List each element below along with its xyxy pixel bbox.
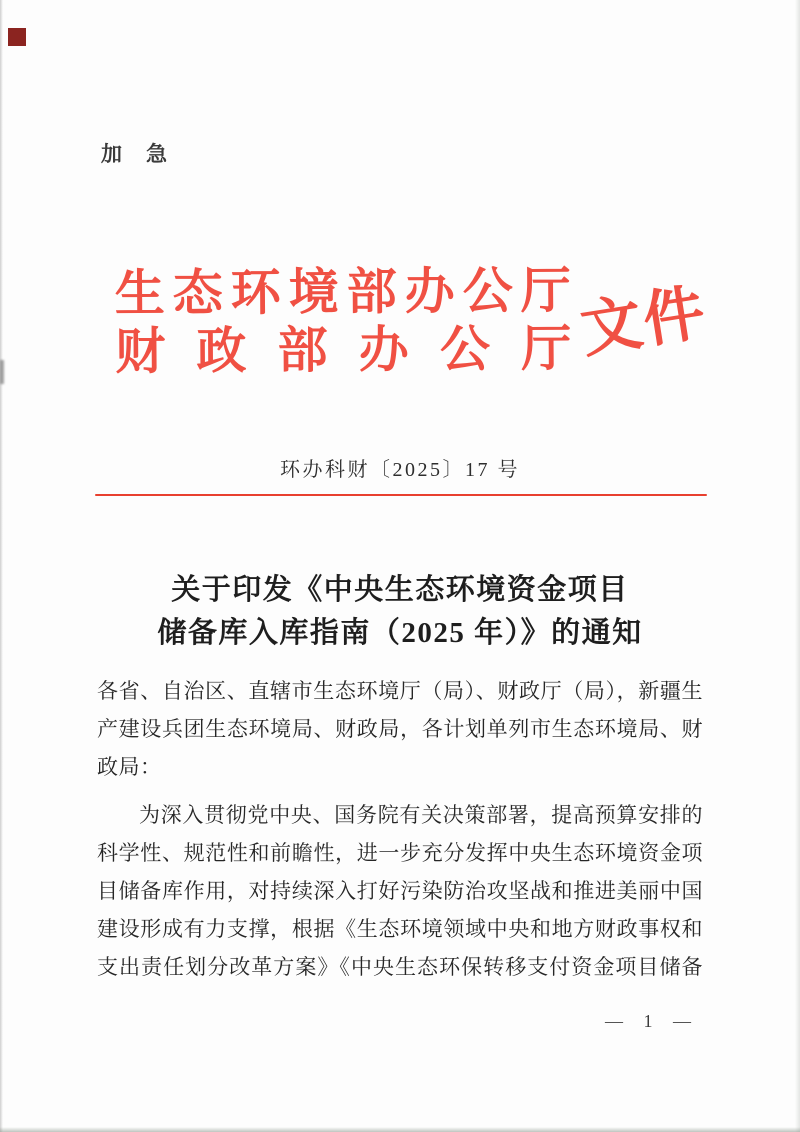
page-right-edge: [795, 0, 800, 1132]
recipients-line: 各省、自治区、直辖市生态环境厅（局）、财政厅（局），新疆生: [97, 679, 703, 703]
letterhead-org-line1: 生态环境部办公厅: [114, 262, 571, 322]
body-text: [97, 672, 703, 986]
paragraph-line: 支出责任划分改革方案》《中央生态环保转移支付资金项目储备: [97, 955, 703, 979]
recipients-line: 产建设兵团生态环境局、财政局，各计划单列市生态环境局、财: [97, 717, 703, 741]
paragraph-line: 科学性、规范性和前瞻性，进一步充分发挥中央生态环境资金项: [97, 841, 703, 865]
red-separator-rule: [95, 494, 707, 496]
paragraph-line: 为深入贯彻党中央、国务院有关决策部署，提高预算安排的: [139, 803, 703, 827]
notice-title-line2: 储备库入库指南（2025 年）》的通知: [157, 617, 643, 649]
paragraph-line: 目储备库作用，对持续深入打好污染防治攻坚战和推进美丽中国: [97, 879, 703, 903]
letterhead-org-line2: 财政部办公厅: [115, 320, 572, 380]
page-number: — 1 —: [605, 1011, 695, 1031]
scan-artifact-blotch: [0, 360, 4, 384]
page-left-edge: [0, 0, 3, 1132]
letterhead-doc-word: 文件: [576, 279, 712, 366]
letterhead: [115, 262, 572, 379]
recipients-line: 政局：: [97, 755, 162, 779]
page-bottom-edge: [0, 1127, 800, 1132]
red-corner-mark: [8, 28, 26, 46]
paragraph-line: 建设形成有力支撑，根据《生态环境领域中央和地方财政事权和: [97, 917, 703, 941]
urgency-label: 加急: [101, 143, 191, 166]
notice-title-line1: 关于印发《中央生态环境资金项目: [171, 574, 629, 606]
document-number: 环办科财〔2025〕17 号: [280, 459, 520, 481]
